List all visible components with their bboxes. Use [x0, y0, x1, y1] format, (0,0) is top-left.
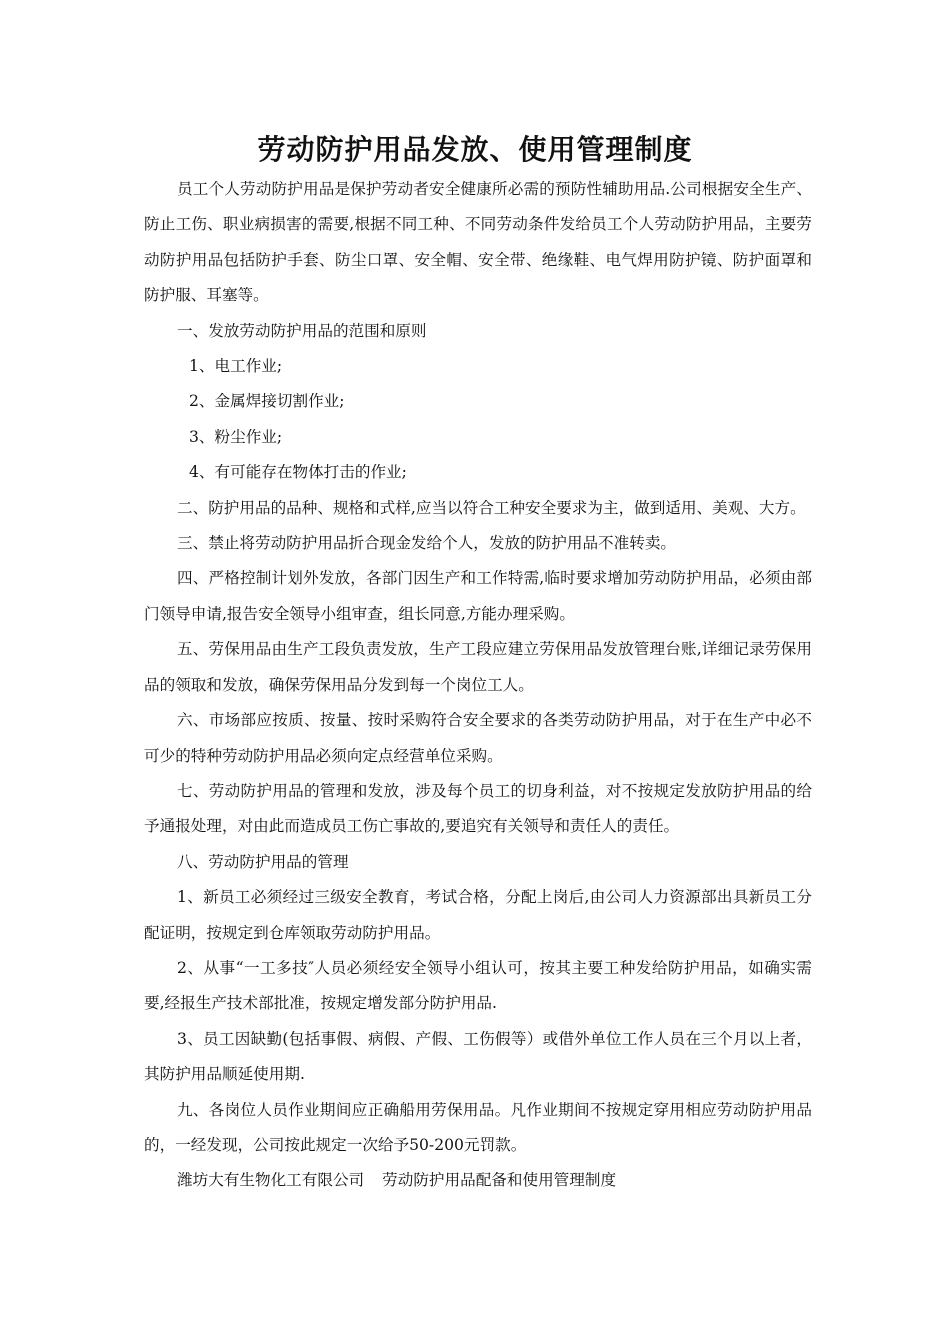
- intro-paragraph: 员工个人劳动防护用品是保护劳动者安全健康所必需的预防性辅助用品.公司根据安全生产、防止工伤、职业病损害的需要,根据不同工种、不同劳动条件发给员工个人劳动防护用品，主要劳动防护用品包括防护手套、防尘口罩、安全帽、安全带、绝缘鞋、电气焊用防护镜、防护面罩和防护服、耳塞等。: [144, 180, 812, 305]
- section7-paragraph: 七、劳动防护用品的管理和发放，涉及每个员工的切身利益，对不按规定发放防护用品的给予通报处理，对由此而造成员工伤亡事故的,要追究有关领导和责任人的责任。: [144, 781, 812, 836]
- section8-item: 2、从事“一工多技″人员必须经安全领导小组认可，按其主要工种发给防护用品，如确实需要,经报生产技术部批准，按规定增发部分防护用品.: [144, 958, 812, 1013]
- document-footer: [144, 1163, 812, 1198]
- section3-paragraph: 三、禁止将劳动防护用品折合现金发给个人，发放的防护用品不准转卖。: [177, 534, 677, 553]
- section4-paragraph: 四、严格控制计划外发放，各部门因生产和工作特需,临时要求增加劳动防护用品，必须由部门领导申请,报告安全领导小组审查，组长同意,方能办理采购。: [144, 569, 812, 623]
- section1-item: 4、有可能存在物体打击的作业;: [189, 463, 407, 482]
- section8-heading: 八、劳动防护用品的管理: [177, 852, 349, 871]
- section6-paragraph: 六、市场部应按质、按量、按时采购符合安全要求的各类劳动防护用品，对于在生产中必不可少的特种劳动防护用品必须向定点经营单位采购。: [144, 711, 812, 765]
- section8-item: 1、新员工必须经过三级安全教育，考试合格，分配上岗后,由公司人力资源部出具新员工分配证明，按规定到仓库领取劳动防护用品。: [144, 888, 812, 942]
- section1-heading: 一、发放劳动防护用品的范围和原则: [177, 321, 427, 340]
- section1-item: 3、粉尘作业;: [189, 427, 283, 446]
- section1-item: 1、电工作业;: [189, 357, 283, 376]
- section8-item: 3、员工因缺勤(包括事假、病假、产假、工伤假等）或借外单位工作人员在三个月以上者，其防护用品顺延使用期.: [144, 1029, 812, 1084]
- section9-paragraph: 九、各岗位人员作业期间应正确船用劳保用品。凡作业期间不按规定穿用相应劳动防护用品的，一经发现，公司按此规定一次给予50-200元罚款。: [144, 1100, 812, 1154]
- section5-paragraph: 五、劳保用品由生产工段负责发放，生产工段应建立劳保用品发放管理台账,详细记录劳保用品的领取和发放，确保劳保用品分发到每一个岗位工人。: [144, 640, 812, 694]
- section1-item: 2、金属焊接切割作业;: [189, 392, 345, 411]
- footer-company: 潍坊大有生物化工有限公司: [177, 1171, 365, 1190]
- section2-paragraph: 二、防护用品的品种、规格和式样,应当以符合工种安全要求为主，做到适用、美观、大方。: [177, 498, 806, 517]
- document-title: 劳动防护用品发放、使用管理制度: [257, 133, 693, 166]
- document-body: [144, 172, 812, 1199]
- footer-doc-name: 劳动防护用品配备和使用管理制度: [382, 1171, 617, 1190]
